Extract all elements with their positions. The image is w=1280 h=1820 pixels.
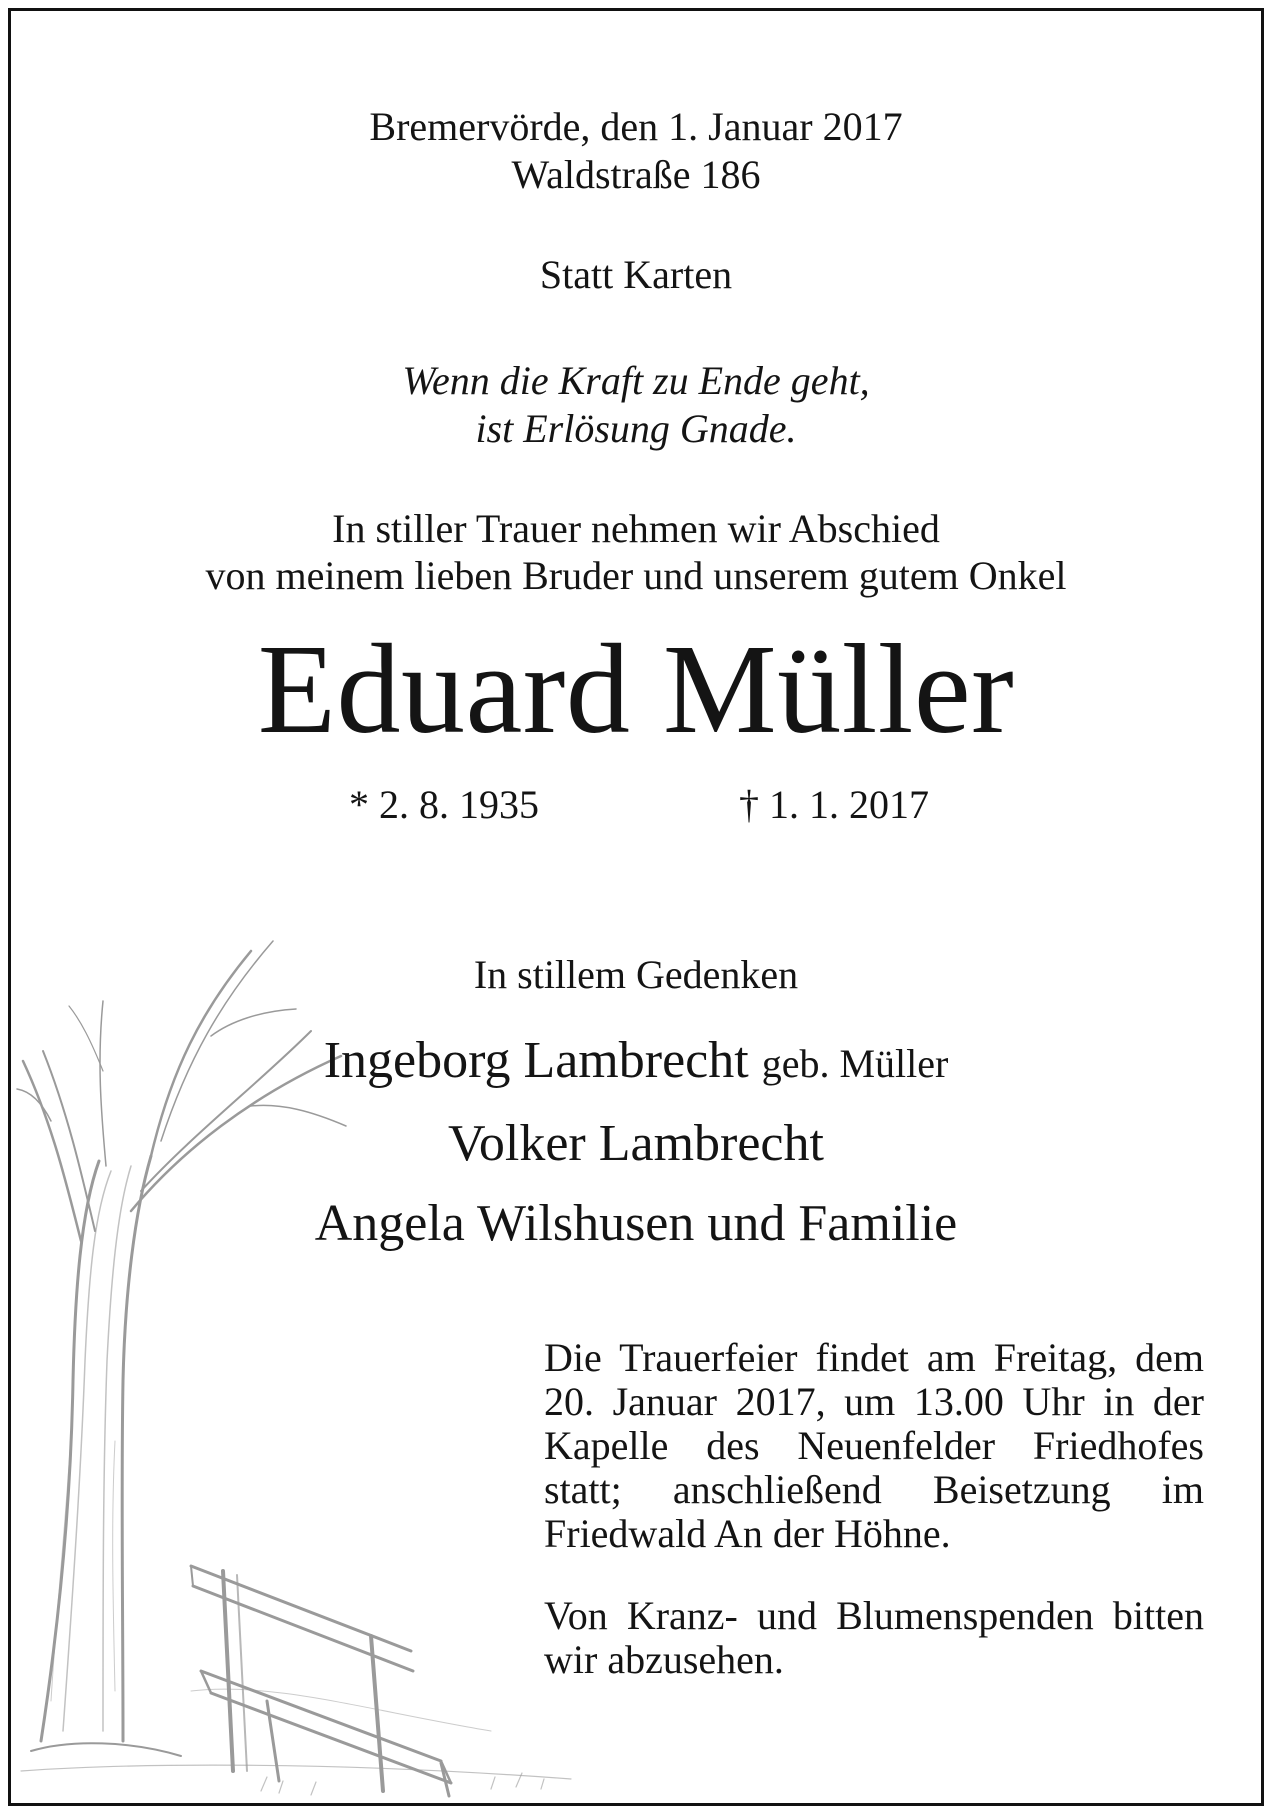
birth-date: * 2. 8. 1935 [349, 782, 539, 827]
verse-line-2: ist Erlösung Gnade. [475, 406, 797, 451]
obituary-notice [8, 8, 1264, 1806]
mourning-line-1: In stiller Trauer nehmen wir Abschied [332, 506, 940, 551]
mourner-1-note: geb. Müller [761, 1041, 949, 1086]
flowers-text: Von Kranz- und Blumenspenden bitten wir abzusehen. [544, 1593, 1204, 1682]
mourners-list [11, 1021, 1261, 1264]
mourner-1 [11, 1021, 1261, 1104]
mourner-3: Angela Wilshusen und Familie [314, 1195, 958, 1252]
mourning-line-2: von meinem lieben Bruder und unserem gutem Onkel [205, 553, 1067, 598]
death-date: † 1. 1. 2017 [739, 782, 929, 827]
verse-line-1: Wenn die Kraft zu Ende geht, [402, 358, 870, 403]
verse [11, 357, 1261, 453]
address: Waldstraße 186 [511, 152, 761, 197]
statt-karten: Statt Karten [539, 252, 733, 297]
ceremony-text: Die Trauerfeier findet am Freitag, dem 20. Januar 2017, um 13.00 Uhr in der Kapelle des Neuenfelder Friedhofes statt; anschließend Beisetzung im Friedwald An der Höhne. [544, 1335, 1204, 1556]
mourner-1-name: Ingeborg Lambrecht [323, 1032, 749, 1089]
header [11, 103, 1261, 199]
funeral-details [544, 1336, 1204, 1682]
place-date: Bremervörde, den 1. Januar 2017 [369, 104, 903, 149]
deceased-name: Eduard Müller [257, 618, 1015, 760]
memorial-heading: In stillem Gedenken [473, 952, 799, 997]
mourner-2: Volker Lambrecht [448, 1115, 824, 1172]
mourning-text [11, 505, 1261, 599]
